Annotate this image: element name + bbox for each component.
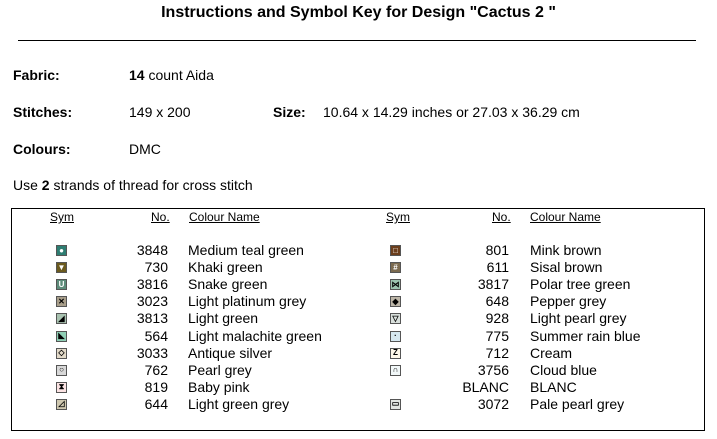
colour-name: Light platinum grey — [188, 293, 307, 310]
x-symbol-icon: ✕ — [56, 296, 67, 307]
colour-name: Medium teal green — [188, 242, 304, 258]
fabric-label: Fabric: — [13, 67, 60, 83]
stitches-value: 149 x 200 — [129, 104, 191, 120]
colour-name: Mink brown — [530, 242, 602, 258]
dmc-number: BLANC — [462, 378, 509, 395]
strands-count: 2 — [41, 177, 50, 193]
colour-name-header-left: Colour Name — [189, 210, 260, 224]
strands-post: strands of thread for cross stitch — [53, 177, 253, 193]
sym-header-right: Sym — [386, 210, 410, 224]
fabric-type: count Aida — [148, 67, 214, 83]
title-divider — [18, 40, 696, 41]
colour-name: Light pearl grey — [530, 310, 627, 327]
strands-instruction — [13, 177, 253, 193]
colour-name: Antique silver — [188, 344, 273, 361]
dmc-number: 928 — [485, 310, 509, 327]
circle-symbol-icon: ● — [56, 245, 67, 256]
triangle-down-symbol-icon: ▼ — [57, 262, 66, 272]
stitches-label: Stitches: — [13, 104, 73, 120]
colour-name: Cream — [530, 344, 573, 361]
dmc-number: 3023 — [136, 293, 168, 310]
ring-symbol-icon: ○ — [56, 365, 67, 376]
colour-name: Summer rain blue — [530, 327, 641, 344]
arch-symbol-icon: ∩ — [390, 365, 401, 376]
dmc-number: 819 — [144, 378, 168, 395]
dmc-number: 730 — [144, 259, 168, 276]
strands-pre: Use — [13, 177, 38, 193]
dmc-number: 801 — [485, 242, 509, 258]
dot-symbol-icon: · — [390, 331, 401, 342]
colour-name: BLANC — [530, 378, 577, 395]
colour-name: Baby pink — [188, 378, 250, 395]
dmc-number: 3033 — [136, 344, 168, 361]
page-title: Instructions and Symbol Key for Design "Cactus 2 " — [161, 4, 556, 21]
colour-name-header-right: Colour Name — [530, 210, 601, 224]
dmc-number: 3817 — [477, 276, 509, 293]
half-triangle-symbol-icon: ◢ — [56, 313, 67, 324]
z-symbol-icon: Z — [390, 348, 401, 359]
corner-triangle-symbol-icon: ◣ — [56, 331, 67, 342]
colour-name: Cloud blue — [530, 361, 597, 378]
dmc-number: 712 — [485, 344, 509, 361]
dmc-number: 762 — [144, 361, 168, 378]
hash-symbol-icon: # — [390, 262, 401, 273]
dmc-number: 775 — [485, 327, 509, 344]
bar-symbol-icon: ▭ — [391, 399, 400, 409]
bowtie-symbol-icon: ⋈ — [391, 279, 400, 289]
colour-name: Light green grey — [188, 395, 290, 412]
dmc-number: 644 — [144, 395, 168, 412]
blank-symbol-icon — [390, 382, 401, 393]
colours-value: DMC — [129, 141, 161, 157]
square-outline-symbol-icon: □ — [390, 245, 401, 256]
no-header-right: No. — [492, 210, 511, 224]
no-header-left: No. — [151, 210, 170, 224]
u-symbol-icon: U — [56, 279, 67, 290]
dmc-number: 3848 — [136, 242, 168, 258]
dmc-number: 611 — [486, 259, 509, 276]
fabric-count: 14 — [129, 67, 145, 83]
diamond-filled-symbol-icon: ◆ — [390, 296, 401, 307]
colour-name: Snake green — [188, 276, 268, 293]
colour-name: Sisal brown — [530, 259, 603, 276]
sym-header-left: Sym — [50, 210, 74, 224]
size-label: Size: — [273, 104, 306, 120]
colour-name: Pepper grey — [530, 293, 607, 310]
colour-name: Pale pearl grey — [530, 395, 625, 412]
colours-label: Colours: — [13, 141, 71, 157]
diamond-symbol-icon: ◇ — [56, 348, 67, 359]
colour-name: Light green — [188, 310, 259, 327]
hourglass-symbol-icon: ⧗ — [56, 382, 67, 393]
dmc-number: 3756 — [477, 361, 509, 378]
fabric-value — [129, 67, 214, 83]
dmc-number: 3816 — [136, 276, 168, 293]
dmc-number: 648 — [485, 293, 509, 310]
colour-name: Khaki green — [188, 259, 263, 276]
dmc-number: 3072 — [477, 395, 509, 412]
triangle-outline-symbol-icon: ▽ — [390, 313, 401, 324]
size-value: 10.64 x 14.29 inches or 27.03 x 36.29 cm — [323, 104, 580, 120]
dmc-number: 3813 — [136, 310, 168, 327]
colour-name: Pearl grey — [188, 361, 252, 378]
colour-name: Polar tree green — [530, 276, 631, 293]
colour-name: Light malachite green — [188, 327, 322, 344]
dmc-number: 564 — [144, 327, 168, 344]
slash-triangle-symbol-icon: ◿ — [56, 399, 67, 410]
